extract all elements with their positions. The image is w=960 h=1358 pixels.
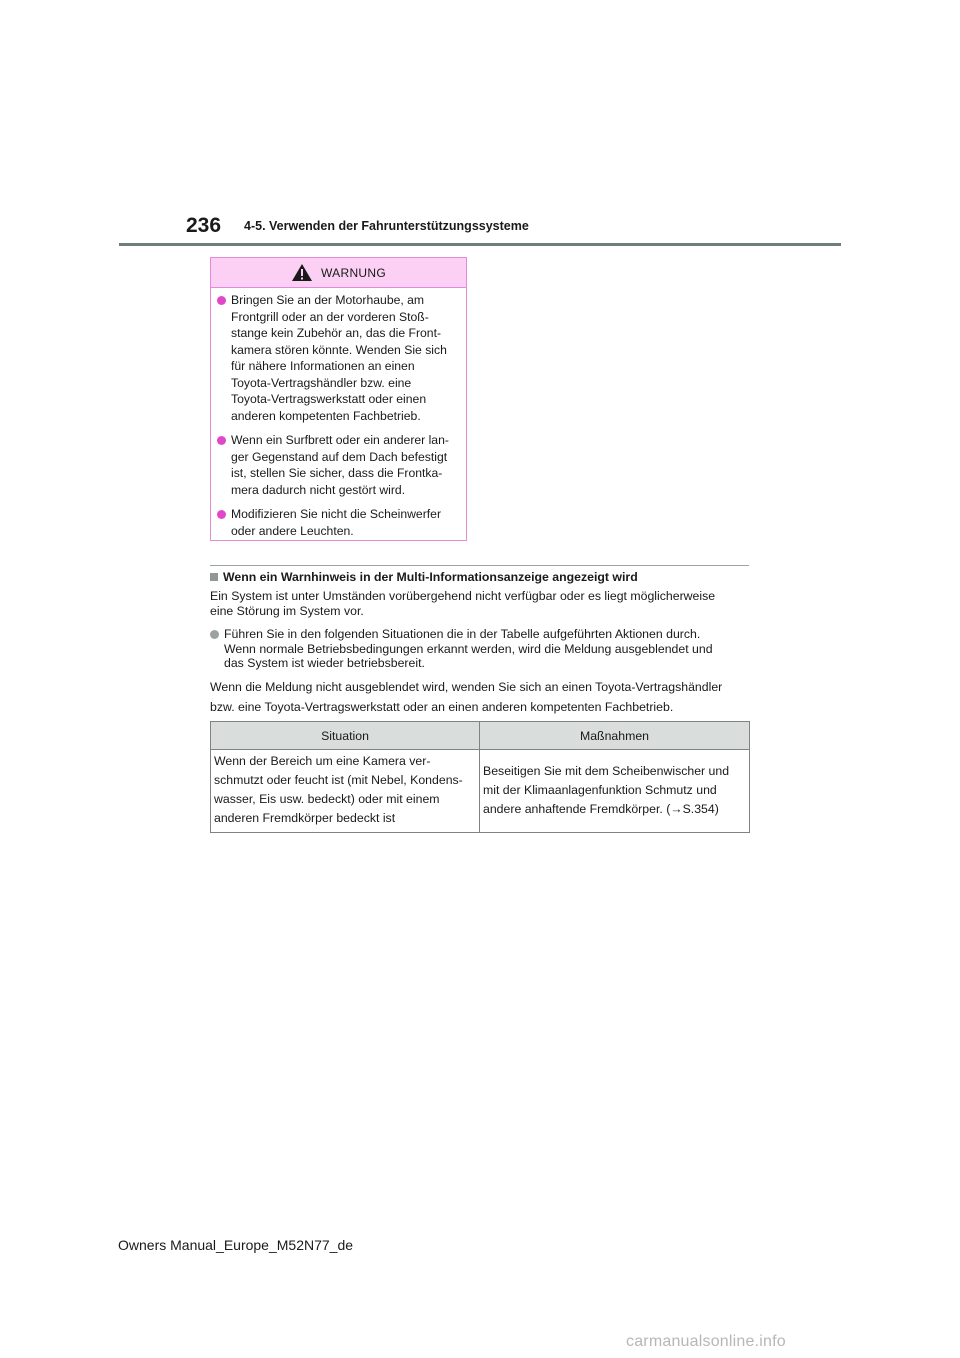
warning-label: WARNUNG: [321, 265, 386, 280]
bullet-icon: [217, 510, 226, 519]
warning-box: [210, 257, 467, 541]
table-cell-measures: Beseitigen Sie mit dem Scheibenwischer und mit der Klimaanlagenfunktion Schmutz und andere anhaftende Fremdkörper. (→S.354): [480, 750, 750, 833]
intro-paragraph: Ein System ist unter Umständen vorübergehend nicht verfügbar oder es liegt möglicherweise eine Störung im System vor.: [210, 589, 716, 618]
table-row: [211, 750, 750, 833]
bullet-icon: [217, 436, 226, 445]
situation-table: [210, 721, 750, 833]
sub-heading: [210, 570, 750, 584]
sub-heading-text: Wenn ein Warnhinweis in der Multi-Informationsanzeige angezeigt wird: [223, 570, 638, 584]
bullet-icon: [210, 630, 219, 639]
bullet-item-text: Führen Sie in den folgenden Situationen die in der Tabelle aufgeführten Aktionen durch. Wenn normale Betriebsbedingungen erkannt werden, wird die Meldung ausgeblendet und das System ist wieder betriebsbereit.: [224, 627, 713, 670]
note-paragraph: Wenn die Meldung nicht ausgeblendet wird, wenden Sie sich an einen Toyota-Vertragshändler bzw. eine Toyota-Vertragswerkstatt oder an einen anderen kompetenten Fachbetrieb.: [210, 679, 723, 714]
watermark: carmanualsonline.info: [626, 1333, 786, 1350]
bullet-icon: [217, 296, 226, 305]
warning-item-text: Wenn ein Surfbrett oder ein anderer lan- ger Gegenstand auf dem Dach befestigt ist, stellen Sie sicher, dass die Frontka- mera dadurch nicht gestört wird.: [231, 433, 449, 497]
warning-item: [217, 292, 460, 424]
table-header-situation: Situation: [211, 722, 480, 750]
warning-item: [217, 432, 460, 498]
table-header-measures: Maßnahmen: [480, 722, 750, 750]
table-header-row: [211, 722, 750, 750]
section-content: [210, 570, 750, 717]
bullet-item: [210, 627, 750, 671]
square-bullet-icon: [210, 573, 218, 581]
warning-item: [217, 506, 460, 539]
section-title: 4-5. Verwenden der Fahrunterstützungssysteme: [244, 219, 529, 233]
footer-text: Owners Manual_Europe_M52N77_de: [118, 1237, 354, 1253]
warning-item-text: Bringen Sie an der Motorhaube, am Frontgrill oder an der vorderen Stoß- stange kein Zubehör an, das die Front- kamera stören könnte. Wenden Sie sich für nähere Informationen an einen Toyota-Vertragshändler bzw. eine Toyota-Vertragswerkstatt oder einen anderen kompetenten Fachbetrieb.: [231, 293, 447, 423]
warning-item-text: Modifizieren Sie nicht die Scheinwerfer oder andere Leuchten.: [231, 507, 441, 538]
warning-body: [211, 288, 466, 539]
warning-triangle-icon: [291, 263, 313, 282]
section-rule: [210, 565, 749, 566]
table-cell-situation: Wenn der Bereich um eine Kamera ver- schmutzt oder feucht ist (mit Nebel, Kondens- wasser, Eis usw. bedeckt) oder mit einem anderen Fremdkörper bedeckt ist: [211, 750, 480, 833]
header-rule: [119, 243, 841, 246]
page-number: 236: [186, 214, 222, 237]
warning-header: [211, 258, 466, 288]
